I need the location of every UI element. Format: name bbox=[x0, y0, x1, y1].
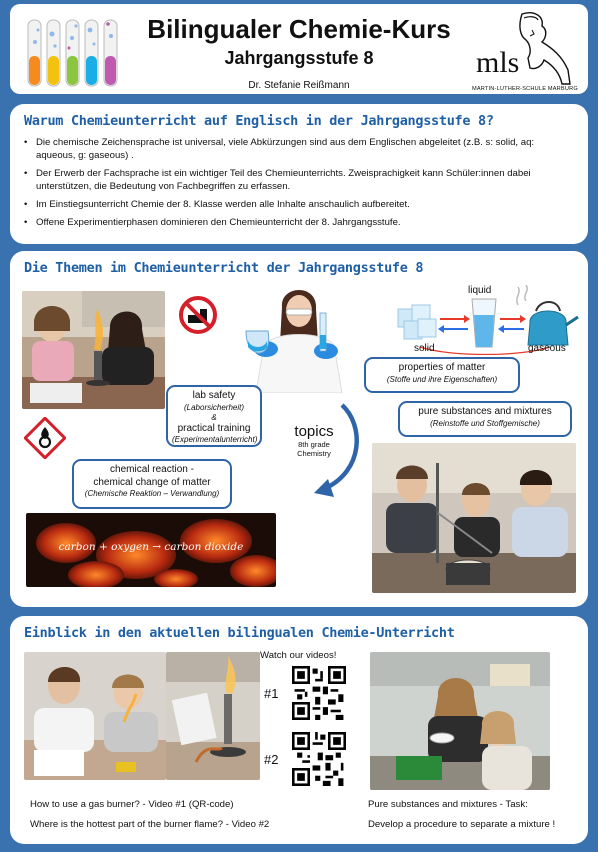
watch-videos-label: Watch our videos! bbox=[260, 650, 337, 661]
topics-center: topics 8th grade Chemistry bbox=[294, 423, 334, 458]
logo-subtitle: MARTIN-LUTHER-SCHULE MARBURG bbox=[472, 86, 578, 92]
section2-heading: Die Themen im Chemieunterricht der Jahrgangsstufe 8 bbox=[24, 260, 424, 276]
list-item: • Die chemische Zeichensprache ist universal, viele Abkürzungen sind aus dem Englischen abgeleitet (z.B. s: solid, aq: aqueous, g: gaseous) . bbox=[24, 136, 576, 162]
page-title: Bilingualer Chemie-Kurs bbox=[147, 14, 451, 44]
list-item: • Offene Experimentierphasen dominieren den Chemieunterricht der 8. Jahrgangsstufe. bbox=[24, 216, 576, 229]
burner-flame-photo bbox=[166, 652, 260, 780]
caption-task-title: Pure substances and mixtures - Task: bbox=[368, 799, 528, 810]
no-food-icon bbox=[178, 295, 218, 335]
qr-code-video-2[interactable] bbox=[292, 732, 346, 786]
page-subtitle: Jahrgangsstufe 8 bbox=[224, 48, 374, 68]
flammable-hazard-icon bbox=[24, 417, 66, 459]
students-apparatus-photo bbox=[372, 443, 576, 593]
reasons-list bbox=[24, 136, 576, 234]
water-glass-icon bbox=[472, 299, 496, 347]
video1-label: #1 bbox=[264, 686, 279, 701]
separation-task-photo bbox=[370, 652, 550, 790]
school-logo bbox=[472, 8, 576, 92]
insight-panel bbox=[10, 616, 588, 844]
caption-video-1: How to use a gas burner? - Video #1 (QR-code) bbox=[30, 799, 234, 810]
gas-burner-students-photo bbox=[24, 652, 166, 780]
header-panel bbox=[10, 4, 588, 94]
reaction-equation: carbon + oxygen → carbon dioxide bbox=[58, 541, 244, 553]
list-item: • Der Erwerb der Fachsprache ist ein wichtiger Teil des Chemieunterrichts. Zweisprachigkeit kann Schüler:innen dabei unterstützen, die Bedeutung von Fachbegriffen zu erfassen. bbox=[24, 167, 576, 193]
topic-box-chemical-reaction: chemical reaction - chemical change of matter (Chemische Reaktion – Verwandlung) bbox=[72, 459, 232, 509]
caption-video-2: Where is the hottest part of the burner flame? - Video #2 bbox=[30, 819, 270, 830]
section3-heading: Einblick in den aktuellen bilingualen Chemie-Unterricht bbox=[24, 625, 455, 641]
phase-solid-label: solid bbox=[414, 343, 435, 354]
ice-cubes-icon bbox=[398, 305, 436, 339]
topic-box-lab-safety: lab safety (Laborsicherheit) & practical training (Experimentalunterricht) bbox=[166, 385, 262, 447]
kettle-icon bbox=[517, 285, 578, 345]
author: Dr. Stefanie Reißmann bbox=[248, 80, 350, 91]
list-item: • Im Einstiegsunterricht Chemie der 8. Klasse werden alle Inhalte anschaulich aufbereitet. bbox=[24, 198, 576, 211]
glowing-coal-image bbox=[26, 513, 276, 587]
phase-liquid-label: liquid bbox=[468, 285, 492, 296]
qr-code-video-1[interactable] bbox=[292, 666, 346, 720]
video2-label: #2 bbox=[264, 752, 279, 767]
section1-heading: Warum Chemieunterricht auf Englisch in der Jahrgangsstufe 8? bbox=[24, 113, 494, 129]
caption-task: Develop a procedure to separate a mixture ! bbox=[368, 819, 556, 830]
logo-word: mls bbox=[476, 46, 520, 79]
scientist-image bbox=[234, 283, 354, 393]
why-english-panel bbox=[10, 104, 588, 244]
topic-box-pure-substances: pure substances and mixtures (Reinstoffe und Stoffgemische) bbox=[398, 401, 572, 437]
students-burner-photo bbox=[22, 291, 165, 409]
cycle-arrow-icon bbox=[306, 401, 366, 501]
topics-panel bbox=[10, 251, 588, 607]
states-of-matter-diagram bbox=[390, 285, 580, 355]
phase-gaseous-label: gaseous bbox=[528, 343, 566, 354]
topic-box-properties: properties of matter (Stoffe und ihre Eigenschaften) bbox=[364, 357, 520, 393]
